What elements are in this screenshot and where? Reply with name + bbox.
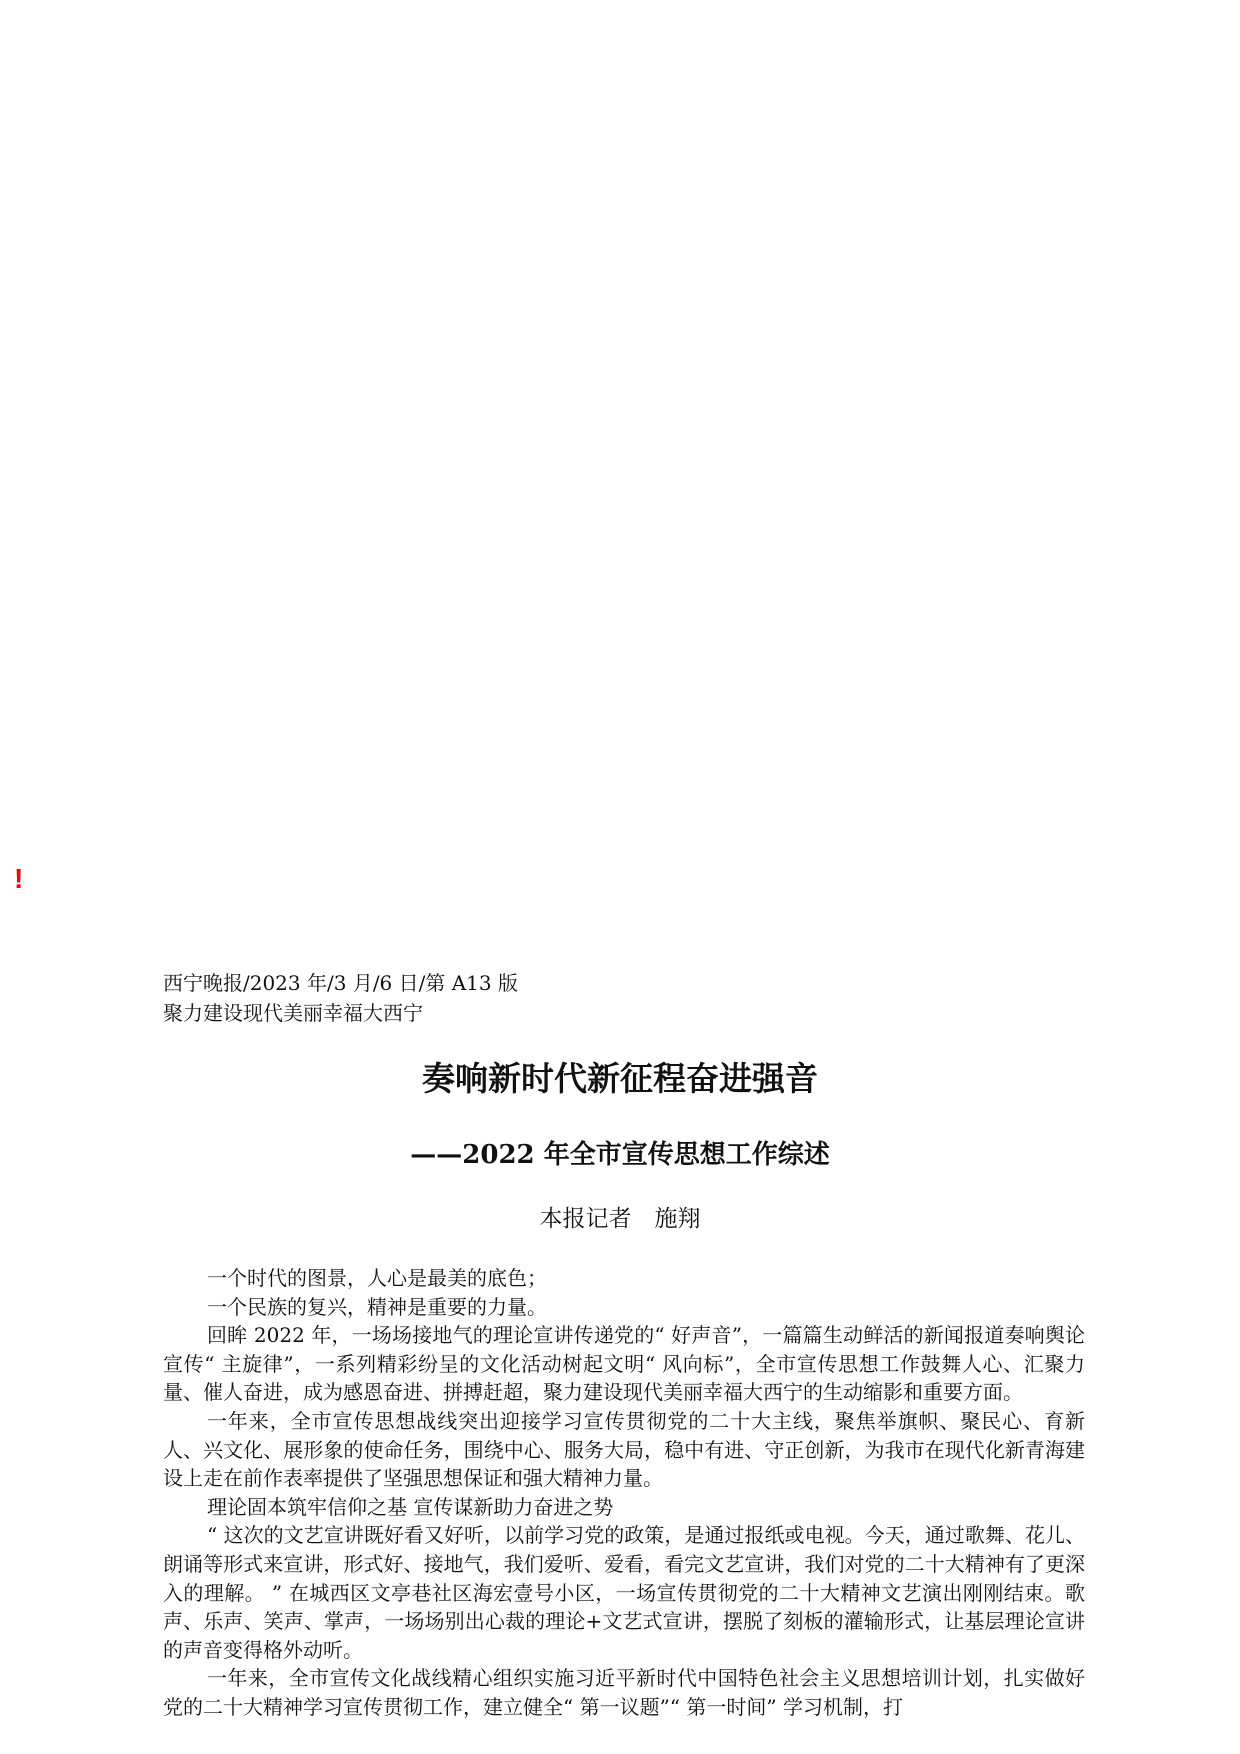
byline: 本报记者 施翔 <box>539 1206 701 1232</box>
article-title: 奏响新时代新征程奋进强音 <box>422 1059 818 1098</box>
paragraph: “ 这次的文艺宣讲既好看又好听，以前学习党的政策，是通过报纸或电视。今天，通过歌舞、花儿、朗诵等形式来宣讲，形式好、接地气，我们爱听、爱看，看完文艺宣讲，我们对党的二十大精神有了更深入的理解。 ” 在城西区文亭巷社区海宏壹号小区，一场宣传贯彻党的二十大精神文艺演出刚刚结束。歌声、乐声、笑声、掌声，一场场别出心裁的理论+文艺式宣讲，摆脱了刻板的灌输形式，让基层理论宣讲的声音变得格外动听。 <box>163 1523 1085 1662</box>
paragraph: 回眸 2022 年，一场场接地气的理论宣讲传递党的“ 好声音”，一篇篇生动鲜活的新闻报道奏响舆论宣传“ 主旋律”，一系列精彩纷呈的文化活动树起文明“ 风向标”，全市宣传思想工作鼓舞人心、汇聚力量、催人奋进，成为感恩奋进、拼搏赶超，聚力建设现代美丽幸福大西宁的生动缩影和重要方面。 <box>163 1323 1085 1405</box>
article-body <box>163 1264 1085 1722</box>
article-subtitle: ——2022 年全市宣传思想工作综述 <box>410 1140 830 1170</box>
source-line: 西宁晚报/2023 年/3 月/6 日/第 A13 版聚力建设现代美丽幸福大西宁 <box>163 971 518 1025</box>
paragraph: 一个民族的复兴，精神是重要的力量。 <box>207 1294 547 1319</box>
paragraph: 一年来，全市宣传文化战线精心组织实施习近平新时代中国特色社会主义思想培训计划，扎实做好党的二十大精神学习宣传贯彻工作，建立健全“ 第一议题”“ 第一时间” 学习机制，打 <box>163 1666 1085 1719</box>
paragraph: 一年来，全市宣传思想战线突出迎接学习宣传贯彻党的二十大主线，聚焦举旗帜、聚民心、育新人、兴文化、展形象的使命任务，围绕中心、服务大局，稳中有进、守正创新，为我市在现代化新青海建设上走在前作表率提供了坚强思想保证和强大精神力量。 <box>163 1408 1085 1491</box>
section-heading: 理论固本筑牢信仰之基 宣传谋新助力奋进之势 <box>207 1494 614 1519</box>
paragraph: 一个时代的图景，人心是最美的底色； <box>207 1266 547 1290</box>
red-exclamation-mark: ! <box>14 863 24 894</box>
